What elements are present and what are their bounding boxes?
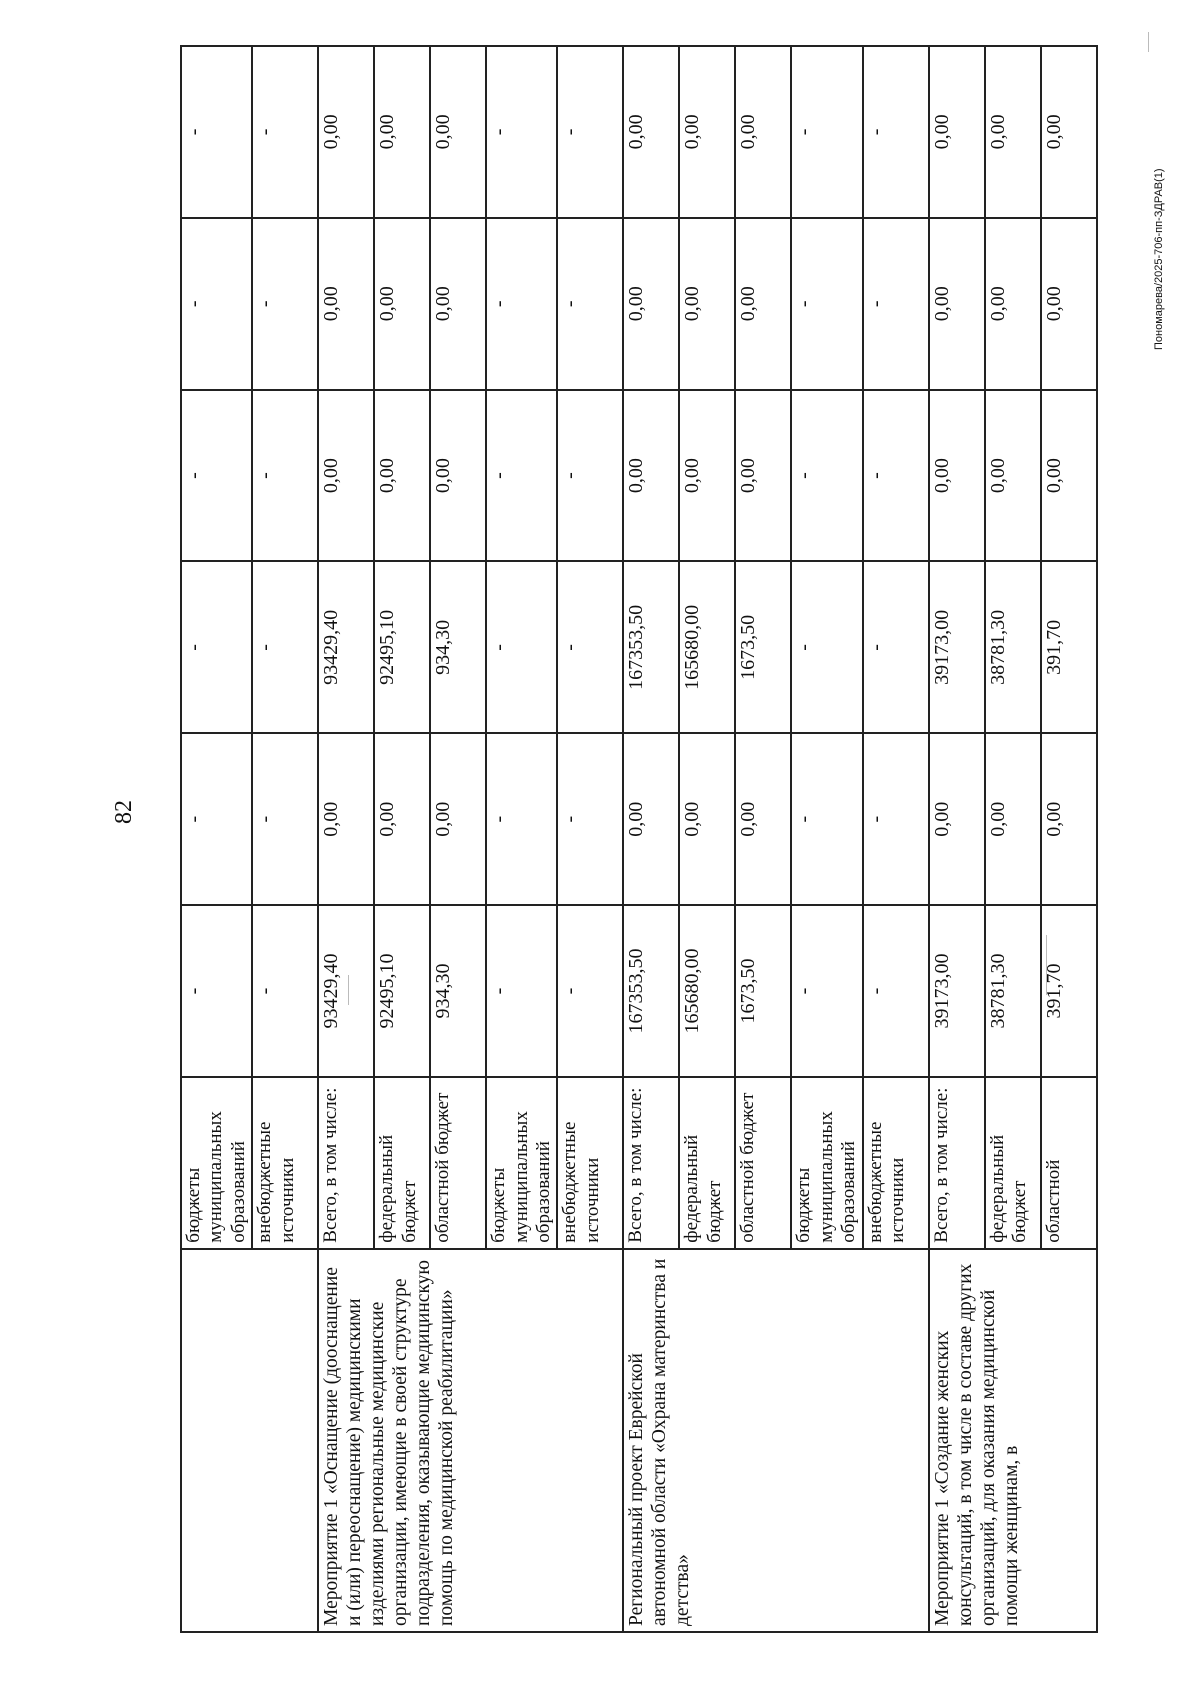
value-cell: 1673,50	[735, 561, 791, 733]
value-cell: 167353,50	[623, 905, 679, 1077]
value-cell: 165680,00	[679, 561, 735, 733]
funding-source-cell: Всего, в том числе:	[318, 1077, 374, 1249]
value-cell: -	[252, 733, 318, 905]
value-cell: -	[863, 390, 929, 562]
table-row	[929, 46, 985, 1632]
value-cell: 391,70	[1041, 905, 1097, 1077]
value-cell: -	[863, 733, 929, 905]
value-cell: 0,00	[679, 390, 735, 562]
activity-name-cell: Мероприятие 1 «Создание женских консультаций, в том числе в составе других организаций, для оказания медицинской помощи женщинам, в	[929, 1249, 1097, 1632]
value-cell: 0,00	[1041, 390, 1097, 562]
table-row	[318, 46, 374, 1632]
funding-source-cell: федеральный бюджет	[374, 1077, 430, 1249]
value-cell: -	[486, 905, 557, 1077]
value-cell: 92495,10	[374, 561, 430, 733]
value-cell: -	[486, 561, 557, 733]
value-cell: -	[486, 218, 557, 390]
table-row	[623, 46, 679, 1632]
funding-source-cell: Всего, в том числе:	[623, 1077, 679, 1249]
value-cell: 0,00	[318, 733, 374, 905]
value-cell: 0,00	[735, 218, 791, 390]
funding-source-cell: областной бюджет	[735, 1077, 791, 1249]
value-cell: 0,00	[679, 46, 735, 218]
value-cell: 0,00	[430, 218, 486, 390]
rotated-table-wrapper	[180, 45, 1065, 1633]
funding-source-cell: Всего, в том числе:	[929, 1077, 985, 1249]
value-cell: 0,00	[623, 46, 679, 218]
value-cell: -	[252, 46, 318, 218]
value-cell: -	[791, 905, 862, 1077]
value-cell: -	[791, 733, 862, 905]
value-cell: 165680,00	[679, 905, 735, 1077]
value-cell: 0,00	[985, 390, 1041, 562]
value-cell: 0,00	[623, 218, 679, 390]
funding-source-cell: бюджеты муниципальных образований	[486, 1077, 557, 1249]
value-cell: -	[252, 905, 318, 1077]
funding-source-cell: федеральный бюджет	[679, 1077, 735, 1249]
value-cell: -	[486, 390, 557, 562]
value-cell: 0,00	[679, 733, 735, 905]
value-cell: 391,70	[1041, 561, 1097, 733]
funding-source-cell: внебюджетные источники	[863, 1077, 929, 1249]
value-cell: -	[557, 561, 623, 733]
value-cell: 0,00	[1041, 733, 1097, 905]
funding-source-cell: внебюджетные источники	[252, 1077, 318, 1249]
value-cell: -	[486, 46, 557, 218]
value-cell: 0,00	[430, 733, 486, 905]
value-cell: -	[181, 561, 252, 733]
value-cell: 93429,40	[318, 561, 374, 733]
value-cell: -	[557, 390, 623, 562]
value-cell: 0,00	[929, 218, 985, 390]
value-cell: -	[863, 905, 929, 1077]
value-cell: 0,00	[318, 218, 374, 390]
funding-source-cell: областной	[1041, 1077, 1097, 1249]
value-cell: -	[181, 390, 252, 562]
value-cell: 0,00	[985, 46, 1041, 218]
value-cell: -	[181, 218, 252, 390]
budget-table	[180, 45, 1098, 1633]
funding-source-cell: внебюджетные источники	[557, 1077, 623, 1249]
table-row	[181, 46, 252, 1632]
value-cell: -	[252, 218, 318, 390]
value-cell: 93429,40	[318, 905, 374, 1077]
value-cell: -	[557, 733, 623, 905]
funding-source-cell: бюджеты муниципальных образований	[791, 1077, 862, 1249]
value-cell: 0,00	[1041, 218, 1097, 390]
funding-source-cell: федеральный бюджет	[985, 1077, 1041, 1249]
page-number: 82	[111, 800, 137, 824]
value-cell: -	[863, 561, 929, 733]
value-cell: 38781,30	[985, 561, 1041, 733]
value-cell: -	[181, 733, 252, 905]
value-cell: 934,30	[430, 561, 486, 733]
value-cell: 167353,50	[623, 561, 679, 733]
value-cell: -	[863, 46, 929, 218]
value-cell: -	[486, 733, 557, 905]
value-cell: 1673,50	[735, 905, 791, 1077]
value-cell: 0,00	[374, 733, 430, 905]
activity-name-cell: Региональный проект Еврейской автономной области «Охрана материнства и детства»	[623, 1249, 928, 1632]
value-cell: 0,00	[623, 390, 679, 562]
value-cell: -	[181, 46, 252, 218]
value-cell: 39173,00	[929, 905, 985, 1077]
value-cell: -	[791, 46, 862, 218]
value-cell: -	[557, 46, 623, 218]
value-cell: -	[252, 390, 318, 562]
value-cell: 0,00	[430, 46, 486, 218]
value-cell: 39173,00	[929, 561, 985, 733]
value-cell: -	[557, 905, 623, 1077]
footer-document-code: Пономарева/2025-706-пп-ЗДРАВ(1)	[1153, 168, 1165, 350]
funding-source-cell: областной бюджет	[430, 1077, 486, 1249]
value-cell: 0,00	[374, 218, 430, 390]
value-cell: 0,00	[735, 733, 791, 905]
value-cell: 0,00	[679, 218, 735, 390]
value-cell: -	[791, 390, 862, 562]
value-cell: 934,30	[430, 905, 486, 1077]
value-cell: 0,00	[374, 46, 430, 218]
value-cell: 0,00	[929, 390, 985, 562]
value-cell: 0,00	[318, 390, 374, 562]
value-cell: 0,00	[430, 390, 486, 562]
value-cell: 92495,10	[374, 905, 430, 1077]
value-cell: 0,00	[735, 390, 791, 562]
value-cell: 0,00	[623, 733, 679, 905]
value-cell: 0,00	[735, 46, 791, 218]
value-cell: 0,00	[985, 218, 1041, 390]
activity-name-cell: Мероприятие 1 «Оснащение (дооснащение и (или) переоснащение) медицинскими изделиями региональные медицинские организации, имеющие в своей структуре подразделения, оказывающие медицинскую помощь по медицинской реабилитации»	[318, 1249, 623, 1632]
value-cell: 38781,30	[985, 905, 1041, 1077]
value-cell: -	[557, 218, 623, 390]
value-cell: -	[863, 218, 929, 390]
scan-mark	[1148, 32, 1149, 52]
activity-name-cell	[181, 1249, 318, 1632]
value-cell: -	[181, 905, 252, 1077]
funding-source-cell: бюджеты муниципальных образований	[181, 1077, 252, 1249]
value-cell: 0,00	[1041, 46, 1097, 218]
value-cell: -	[791, 561, 862, 733]
value-cell: 0,00	[985, 733, 1041, 905]
value-cell: -	[791, 218, 862, 390]
value-cell: 0,00	[929, 46, 985, 218]
value-cell: 0,00	[929, 733, 985, 905]
value-cell: -	[252, 561, 318, 733]
value-cell: 0,00	[318, 46, 374, 218]
value-cell: 0,00	[374, 390, 430, 562]
